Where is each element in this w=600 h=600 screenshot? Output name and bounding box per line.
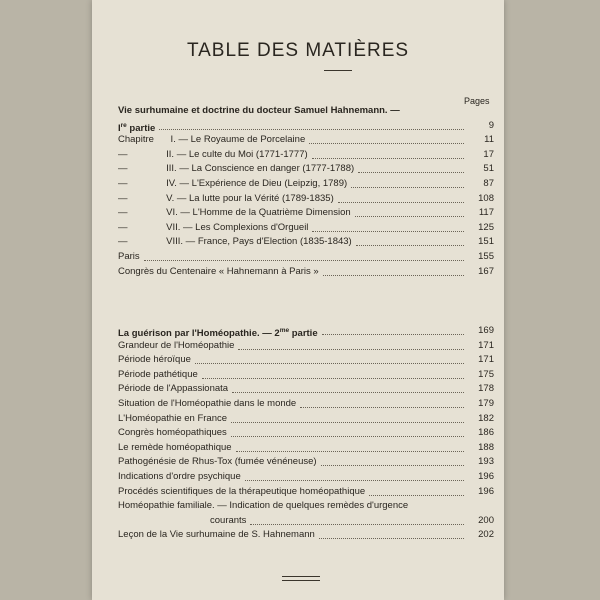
chapter-prefix: — xyxy=(118,192,128,204)
toc-entry-text xyxy=(118,104,400,119)
chapter-prefix: — xyxy=(118,207,128,219)
toc-entry: Période de l'Appassionata xyxy=(118,383,229,395)
toc-page-number: 17 xyxy=(483,148,494,160)
chapter-title: — Le culte du Moi (1771-1777) xyxy=(174,148,308,160)
toc-entry-text xyxy=(118,339,234,354)
chapter-number: VI. xyxy=(163,207,178,219)
toc-entry: L'Homéopathie en France xyxy=(118,412,228,424)
toc-row xyxy=(118,528,494,543)
toc-row xyxy=(118,339,494,354)
toc-entry: courants xyxy=(210,514,247,526)
chapter-prefix: — xyxy=(118,236,128,248)
dot-leader xyxy=(195,363,464,364)
toc-entry-text xyxy=(118,148,308,163)
bottom-rule xyxy=(282,576,320,577)
dot-leader xyxy=(236,451,464,452)
chapter-number: VII. xyxy=(163,221,181,233)
toc-part-2 xyxy=(118,324,494,543)
toc-entry-text xyxy=(118,528,315,543)
toc-row xyxy=(118,412,494,427)
toc-entry: Grandeur de l'Homéopathie xyxy=(118,339,235,351)
toc-entry-text xyxy=(118,206,351,221)
chapter-prefix: Chapitre xyxy=(118,134,154,146)
chapter-title: — L'Homme de la Quatrième Dimension xyxy=(177,207,351,219)
dot-leader xyxy=(338,202,464,203)
chapter-title: — L'Expérience de Dieu (Leipzig, 1789) xyxy=(176,177,348,189)
toc-entry-text xyxy=(118,514,246,529)
chapter-number: V. xyxy=(163,192,175,204)
toc-page-number: 171 xyxy=(478,354,494,366)
toc-entry-text xyxy=(118,412,227,427)
toc-entry: Indications d'ordre psychique xyxy=(118,470,241,482)
chapter-prefix: — xyxy=(118,148,128,160)
toc-entry: Leçon de la Vie surhumaine de S. Hahnemann xyxy=(118,529,315,541)
toc-page-number: 108 xyxy=(478,192,494,204)
dot-leader xyxy=(312,158,464,159)
chapter-number: III. xyxy=(163,163,177,175)
dot-leader xyxy=(231,436,464,437)
dot-leader xyxy=(245,480,464,481)
pages-column-label: Pages xyxy=(464,96,490,106)
dot-leader xyxy=(238,349,464,350)
chapter-number: II. xyxy=(163,148,175,160)
toc-row xyxy=(118,206,494,221)
dot-leader xyxy=(321,465,464,466)
toc-row xyxy=(118,441,494,456)
chapter-title: — La Conscience en danger (1777-1788) xyxy=(176,163,355,175)
toc-entry-text xyxy=(118,221,308,236)
toc-entry: Pathogénésie de Rhus-Tox (fumée vénéneuse) xyxy=(118,456,317,468)
toc-row xyxy=(118,324,494,339)
dot-leader xyxy=(369,495,464,496)
dot-leader xyxy=(144,260,464,261)
toc-entry-text xyxy=(118,455,317,470)
toc-row xyxy=(118,470,494,485)
toc-page-number: 155 xyxy=(478,250,494,262)
toc-row xyxy=(118,250,494,265)
toc-entry: Situation de l'Homéopathie dans le monde xyxy=(118,397,297,409)
toc-page-number: 182 xyxy=(478,412,494,424)
toc-page-number: 125 xyxy=(478,221,494,233)
dot-leader xyxy=(300,407,464,408)
toc-entry-text xyxy=(118,192,334,207)
toc-row xyxy=(118,455,494,470)
toc-row xyxy=(118,382,494,397)
toc-entry: Homéopathie familiale. — Indication de quelques remèdes d'urgence xyxy=(118,500,409,512)
dot-leader xyxy=(159,129,464,130)
toc-page-number: 202 xyxy=(478,529,494,541)
toc-entry-text xyxy=(118,485,365,500)
toc-entry: Congrès homéopathiques xyxy=(118,427,227,439)
toc-entry: Le remède homéopathique xyxy=(118,441,232,453)
toc-entry-text xyxy=(118,265,319,280)
toc-entry-text xyxy=(118,426,227,441)
toc-entry-text xyxy=(118,353,191,368)
toc-row xyxy=(118,368,494,383)
book-page xyxy=(92,0,504,600)
toc-page-number: 171 xyxy=(478,339,494,351)
part-heading: La guérison par l'Homéopathie. — 2 xyxy=(118,328,280,340)
toc-row xyxy=(118,485,494,500)
part-heading: I xyxy=(118,122,121,134)
toc-entry-text xyxy=(118,235,352,250)
toc-row xyxy=(118,397,494,412)
dot-leader xyxy=(309,143,464,144)
toc-entry: Période pathétique xyxy=(118,368,198,380)
dot-leader xyxy=(312,231,464,232)
part-heading: Vie surhumaine et doctrine du docteur Samuel Hahnemann. — xyxy=(118,105,400,116)
dot-leader xyxy=(250,524,464,525)
toc-page-number: 196 xyxy=(478,485,494,497)
toc-row xyxy=(118,235,494,250)
toc-row xyxy=(118,119,494,134)
toc-page-number: 151 xyxy=(478,236,494,248)
chapter-title: — Le Royaume de Porcelaine xyxy=(175,134,306,146)
toc-part-1 xyxy=(118,104,494,279)
toc-entry: Congrès du Centenaire « Hahnemann à Paris » xyxy=(118,265,319,277)
toc-entry-text xyxy=(118,397,296,412)
toc-row xyxy=(118,499,494,514)
bottom-rule xyxy=(282,580,320,581)
part-heading: partie xyxy=(126,122,156,134)
dot-leader xyxy=(355,216,464,217)
chapter-number: IV. xyxy=(163,177,177,189)
toc-entry: Procédés scientifiques de la thérapeutique homéopathique xyxy=(118,485,366,497)
dot-leader xyxy=(231,422,464,423)
toc-page-number: 178 xyxy=(478,383,494,395)
dot-leader xyxy=(358,172,464,173)
toc-row xyxy=(118,104,494,119)
chapter-title: — La lutte pour la Vérité (1789-1835) xyxy=(174,192,334,204)
chapter-prefix: — xyxy=(118,177,128,189)
toc-row xyxy=(118,353,494,368)
part-heading-sup: me xyxy=(279,327,290,334)
toc-entry-text xyxy=(118,368,198,383)
chapter-prefix: — xyxy=(118,163,128,175)
chapter-title: — Les Complexions d'Orgueil xyxy=(180,221,309,233)
toc-row xyxy=(118,514,494,529)
toc-page-number: 175 xyxy=(478,368,494,380)
toc-page-number: 9 xyxy=(488,119,494,131)
chapter-number: VIII. xyxy=(163,236,184,248)
toc-entry-text xyxy=(118,162,354,177)
toc-entry-text xyxy=(118,250,140,265)
toc-row xyxy=(118,192,494,207)
part-heading: partie xyxy=(289,328,318,340)
toc-page-number: 169 xyxy=(478,325,494,336)
dot-leader xyxy=(319,538,464,539)
dot-leader xyxy=(202,378,464,379)
toc-entry-text xyxy=(118,441,232,456)
toc-entry-text xyxy=(118,133,305,148)
dot-leader xyxy=(351,187,464,188)
toc-row xyxy=(118,221,494,236)
dot-leader xyxy=(356,245,464,246)
chapter-number: I. xyxy=(167,134,176,146)
dot-leader xyxy=(323,275,464,276)
toc-page-number: 200 xyxy=(478,514,494,526)
toc-page-number: 179 xyxy=(478,397,494,409)
toc-row xyxy=(118,177,494,192)
chapter-prefix: — xyxy=(118,221,128,233)
toc-entry: Paris xyxy=(118,250,140,262)
toc-page-number: 193 xyxy=(478,456,494,468)
part-heading-sup: re xyxy=(120,121,127,129)
toc-row xyxy=(118,162,494,177)
toc-page-number: 11 xyxy=(484,134,494,146)
toc-page-number: 167 xyxy=(478,265,494,277)
toc-row xyxy=(118,133,494,148)
toc-page-number: 188 xyxy=(478,441,494,453)
toc-entry-text xyxy=(118,177,347,192)
toc-page-number: 51 xyxy=(483,163,494,175)
title-rule xyxy=(324,70,352,71)
toc-entry-text xyxy=(118,499,408,514)
toc-row xyxy=(118,148,494,163)
toc-page-number: 117 xyxy=(478,207,494,219)
toc-page-number: 87 xyxy=(483,177,494,189)
dot-leader xyxy=(322,334,464,335)
toc-row xyxy=(118,265,494,280)
chapter-title: — France, Pays d'Election (1835-1843) xyxy=(183,236,352,248)
toc-entry: Période héroïque xyxy=(118,354,191,366)
toc-entry-text xyxy=(118,382,228,397)
toc-entry-text xyxy=(118,470,241,485)
toc-page-number: 186 xyxy=(478,427,494,439)
dot-leader xyxy=(232,392,464,393)
toc-row xyxy=(118,426,494,441)
page-title: TABLE DES MATIÈRES xyxy=(186,40,410,61)
toc-page-number: 196 xyxy=(478,470,494,482)
